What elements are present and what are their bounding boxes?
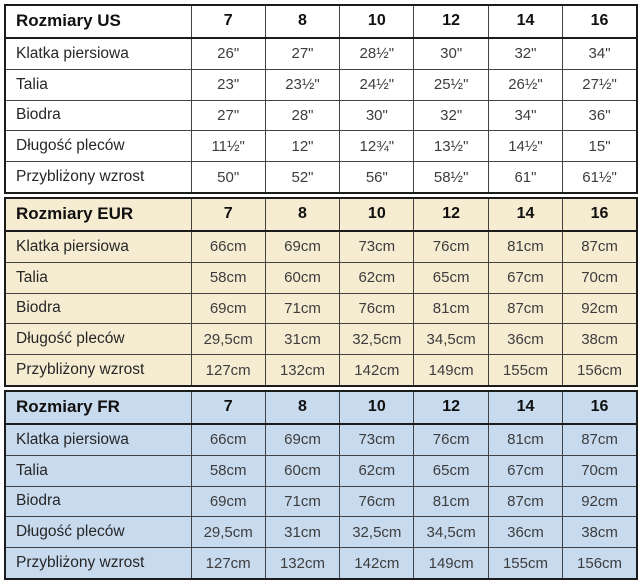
section-header-row xyxy=(5,5,637,38)
row-label: Przybliżony wzrost xyxy=(5,162,191,193)
cell-value: 81cm xyxy=(488,424,562,455)
size-column-header: 7 xyxy=(191,391,265,424)
cell-value: 67cm xyxy=(488,262,562,293)
cell-value: 34" xyxy=(563,38,637,69)
cell-value: 76cm xyxy=(340,293,414,324)
cell-value: 26½" xyxy=(488,69,562,100)
section-title: Rozmiary US xyxy=(5,5,191,38)
cell-value: 58½" xyxy=(414,162,488,193)
cell-value: 32" xyxy=(414,100,488,131)
cell-value: 76cm xyxy=(414,424,488,455)
cell-value: 81cm xyxy=(414,293,488,324)
row-label: Biodra xyxy=(5,100,191,131)
cell-value: 52" xyxy=(265,162,339,193)
size-column-header: 14 xyxy=(488,198,562,231)
table-row xyxy=(5,355,637,386)
size-column-header: 7 xyxy=(191,5,265,38)
cell-value: 25½" xyxy=(414,69,488,100)
cell-value: 38cm xyxy=(563,324,637,355)
size-column-header: 8 xyxy=(265,198,339,231)
row-label: Klatka piersiowa xyxy=(5,231,191,262)
size-column-header: 12 xyxy=(414,198,488,231)
size-column-header: 16 xyxy=(563,5,637,38)
cell-value: 127cm xyxy=(191,355,265,386)
cell-value: 31cm xyxy=(265,324,339,355)
cell-value: 156cm xyxy=(563,548,637,579)
section-header-row xyxy=(5,198,637,231)
cell-value: 30" xyxy=(414,38,488,69)
cell-value: 13½" xyxy=(414,131,488,162)
size-column-header: 8 xyxy=(265,391,339,424)
cell-value: 87cm xyxy=(488,293,562,324)
row-label: Przybliżony wzrost xyxy=(5,355,191,386)
cell-value: 31cm xyxy=(265,517,339,548)
row-label: Długość pleców xyxy=(5,324,191,355)
cell-value: 156cm xyxy=(563,355,637,386)
cell-value: 155cm xyxy=(488,355,562,386)
section-table-fr xyxy=(4,390,638,580)
table-row xyxy=(5,324,637,355)
row-label: Talia xyxy=(5,262,191,293)
cell-value: 87cm xyxy=(563,231,637,262)
row-label: Talia xyxy=(5,455,191,486)
cell-value: 27½" xyxy=(563,69,637,100)
cell-value: 69cm xyxy=(191,486,265,517)
table-row xyxy=(5,548,637,579)
size-column-header: 8 xyxy=(265,5,339,38)
row-label: Talia xyxy=(5,69,191,100)
table-row xyxy=(5,231,637,262)
cell-value: 28" xyxy=(265,100,339,131)
cell-value: 66cm xyxy=(191,231,265,262)
cell-value: 23½" xyxy=(265,69,339,100)
size-column-header: 7 xyxy=(191,198,265,231)
cell-value: 60cm xyxy=(265,455,339,486)
cell-value: 32,5cm xyxy=(340,517,414,548)
cell-value: 92cm xyxy=(563,293,637,324)
cell-value: 38cm xyxy=(563,517,637,548)
table-row xyxy=(5,455,637,486)
cell-value: 65cm xyxy=(414,262,488,293)
cell-value: 142cm xyxy=(340,548,414,579)
cell-value: 127cm xyxy=(191,548,265,579)
cell-value: 71cm xyxy=(265,293,339,324)
cell-value: 36cm xyxy=(488,324,562,355)
cell-value: 87cm xyxy=(563,424,637,455)
cell-value: 73cm xyxy=(340,231,414,262)
table-row xyxy=(5,162,637,193)
cell-value: 81cm xyxy=(414,486,488,517)
cell-value: 29,5cm xyxy=(191,517,265,548)
size-column-header: 14 xyxy=(488,391,562,424)
size-column-header: 10 xyxy=(340,391,414,424)
cell-value: 149cm xyxy=(414,355,488,386)
cell-value: 65cm xyxy=(414,455,488,486)
section-table-us xyxy=(4,4,638,194)
table-row xyxy=(5,38,637,69)
row-label: Przybliżony wzrost xyxy=(5,548,191,579)
row-label: Klatka piersiowa xyxy=(5,424,191,455)
section-title: Rozmiary FR xyxy=(5,391,191,424)
cell-value: 73cm xyxy=(340,424,414,455)
cell-value: 69cm xyxy=(265,231,339,262)
table-row xyxy=(5,262,637,293)
cell-value: 61½" xyxy=(563,162,637,193)
cell-value: 14½" xyxy=(488,131,562,162)
cell-value: 155cm xyxy=(488,548,562,579)
cell-value: 12¾" xyxy=(340,131,414,162)
cell-value: 67cm xyxy=(488,455,562,486)
size-column-header: 10 xyxy=(340,198,414,231)
size-column-header: 10 xyxy=(340,5,414,38)
cell-value: 62cm xyxy=(340,455,414,486)
cell-value: 36" xyxy=(563,100,637,131)
cell-value: 66cm xyxy=(191,424,265,455)
cell-value: 30" xyxy=(340,100,414,131)
cell-value: 50" xyxy=(191,162,265,193)
cell-value: 29,5cm xyxy=(191,324,265,355)
cell-value: 24½" xyxy=(340,69,414,100)
cell-value: 32,5cm xyxy=(340,324,414,355)
cell-value: 70cm xyxy=(563,262,637,293)
cell-value: 149cm xyxy=(414,548,488,579)
row-label: Długość pleców xyxy=(5,131,191,162)
cell-value: 61" xyxy=(488,162,562,193)
cell-value: 69cm xyxy=(265,424,339,455)
row-label: Biodra xyxy=(5,293,191,324)
cell-value: 26" xyxy=(191,38,265,69)
table-row xyxy=(5,69,637,100)
cell-value: 92cm xyxy=(563,486,637,517)
cell-value: 132cm xyxy=(265,355,339,386)
cell-value: 81cm xyxy=(488,231,562,262)
size-column-header: 16 xyxy=(563,391,637,424)
cell-value: 28½" xyxy=(340,38,414,69)
cell-value: 132cm xyxy=(265,548,339,579)
table-row xyxy=(5,293,637,324)
cell-value: 62cm xyxy=(340,262,414,293)
cell-value: 58cm xyxy=(191,455,265,486)
table-row xyxy=(5,424,637,455)
section-title: Rozmiary EUR xyxy=(5,198,191,231)
row-label: Długość pleców xyxy=(5,517,191,548)
cell-value: 76cm xyxy=(414,231,488,262)
cell-value: 27" xyxy=(191,100,265,131)
cell-value: 15" xyxy=(563,131,637,162)
size-column-header: 12 xyxy=(414,5,488,38)
cell-value: 12" xyxy=(265,131,339,162)
cell-value: 27" xyxy=(265,38,339,69)
cell-value: 36cm xyxy=(488,517,562,548)
cell-value: 69cm xyxy=(191,293,265,324)
cell-value: 142cm xyxy=(340,355,414,386)
table-row xyxy=(5,486,637,517)
cell-value: 70cm xyxy=(563,455,637,486)
row-label: Biodra xyxy=(5,486,191,517)
cell-value: 71cm xyxy=(265,486,339,517)
size-column-header: 14 xyxy=(488,5,562,38)
cell-value: 32" xyxy=(488,38,562,69)
cell-value: 60cm xyxy=(265,262,339,293)
table-row xyxy=(5,100,637,131)
cell-value: 58cm xyxy=(191,262,265,293)
cell-value: 76cm xyxy=(340,486,414,517)
size-column-header: 12 xyxy=(414,391,488,424)
cell-value: 34,5cm xyxy=(414,517,488,548)
cell-value: 87cm xyxy=(488,486,562,517)
cell-value: 11½" xyxy=(191,131,265,162)
section-table-eur xyxy=(4,197,638,387)
table-row xyxy=(5,131,637,162)
cell-value: 56" xyxy=(340,162,414,193)
row-label: Klatka piersiowa xyxy=(5,38,191,69)
table-row xyxy=(5,517,637,548)
cell-value: 23" xyxy=(191,69,265,100)
section-header-row xyxy=(5,391,637,424)
cell-value: 34" xyxy=(488,100,562,131)
size-column-header: 16 xyxy=(563,198,637,231)
cell-value: 34,5cm xyxy=(414,324,488,355)
